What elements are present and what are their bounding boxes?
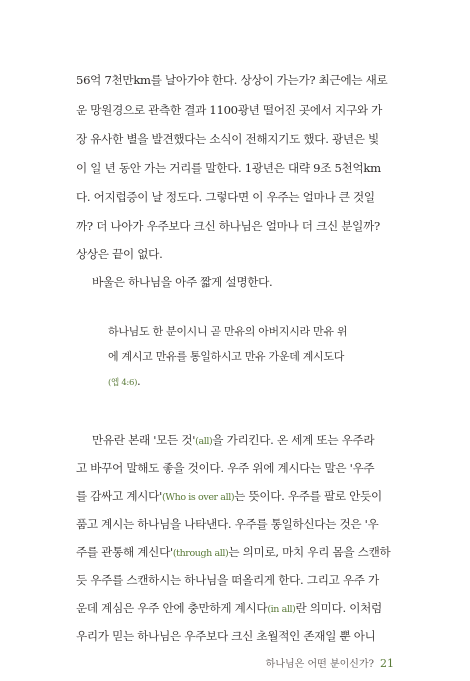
body-line: 운 망원경으로 관측한 결과 1100광년 떨어진 곳에서 지구와 가	[76, 103, 383, 117]
body-line: 까? 더 나아가 우주보다 크신 하나님은 얼마나 더 크신 분일까?	[76, 219, 380, 233]
quote-reference: (엡 4:6).	[108, 375, 141, 388]
body-line: 장 유사한 별을 발견했다는 소식이 전해지기도 했다. 광년은 빛	[76, 132, 379, 146]
body-line: 주를 관통해 계신다'(through all)는 의미로, 마치 우리 몸을 스캔하	[76, 545, 391, 559]
body-line: 다. 어지럽증이 날 정도다. 그렇다면 이 우주는 얼마나 큰 것일	[76, 190, 375, 204]
page-number: 21	[380, 657, 394, 670]
body-line: 우리가 믿는 하나님은 우주보다 크신 초월적인 존재일 뿐 아니	[76, 629, 376, 643]
body-line: 만유란 본래 '모든 것'(all)을 가리킨다. 온 세계 또는 우주라	[92, 433, 375, 447]
body-line: 듯 우주를 스캔하시는 하나님을 떠올리게 한다. 그리고 우주 가	[76, 573, 379, 587]
body-line: 이 일 년 동안 가는 거리를 말한다. 1광년은 대략 9조 5천억km	[76, 161, 381, 175]
body-line: 바울은 하나님을 아주 짧게 설명한다.	[92, 275, 273, 289]
body-line: 고 바꾸어 말해도 좋을 것이다. 우주 위에 계시다는 말은 '우주	[76, 461, 375, 475]
body-line: 56억 7천만km를 날아가야 한다. 상상이 가는가? 최근에는 새로	[76, 73, 388, 87]
quote-line: 에 계시고 만유를 통일하시고 만유 가운데 계시도다	[108, 350, 345, 363]
page-footer	[266, 655, 394, 670]
body-line: 품고 계시는 하나님을 나타낸다. 우주를 통일하신다는 것은 '우	[76, 517, 379, 531]
running-title: 하나님은 어떤 분이신가?	[265, 659, 374, 670]
quote-line: 하나님도 한 분이시니 곧 만유의 아버지시라 만유 위	[108, 325, 348, 338]
body-line: 상상은 끝이 없다.	[76, 247, 163, 261]
scripture-ref: (엡 4:6)	[108, 378, 138, 388]
body-line: 운데 계심은 우주 안에 충만하게 계시다(in all)란 의미다. 이처럼	[76, 601, 382, 615]
body-line: 를 감싸고 계시다'(Who is over all)는 뜻이다. 우주를 팔로 안듯이	[76, 489, 382, 503]
